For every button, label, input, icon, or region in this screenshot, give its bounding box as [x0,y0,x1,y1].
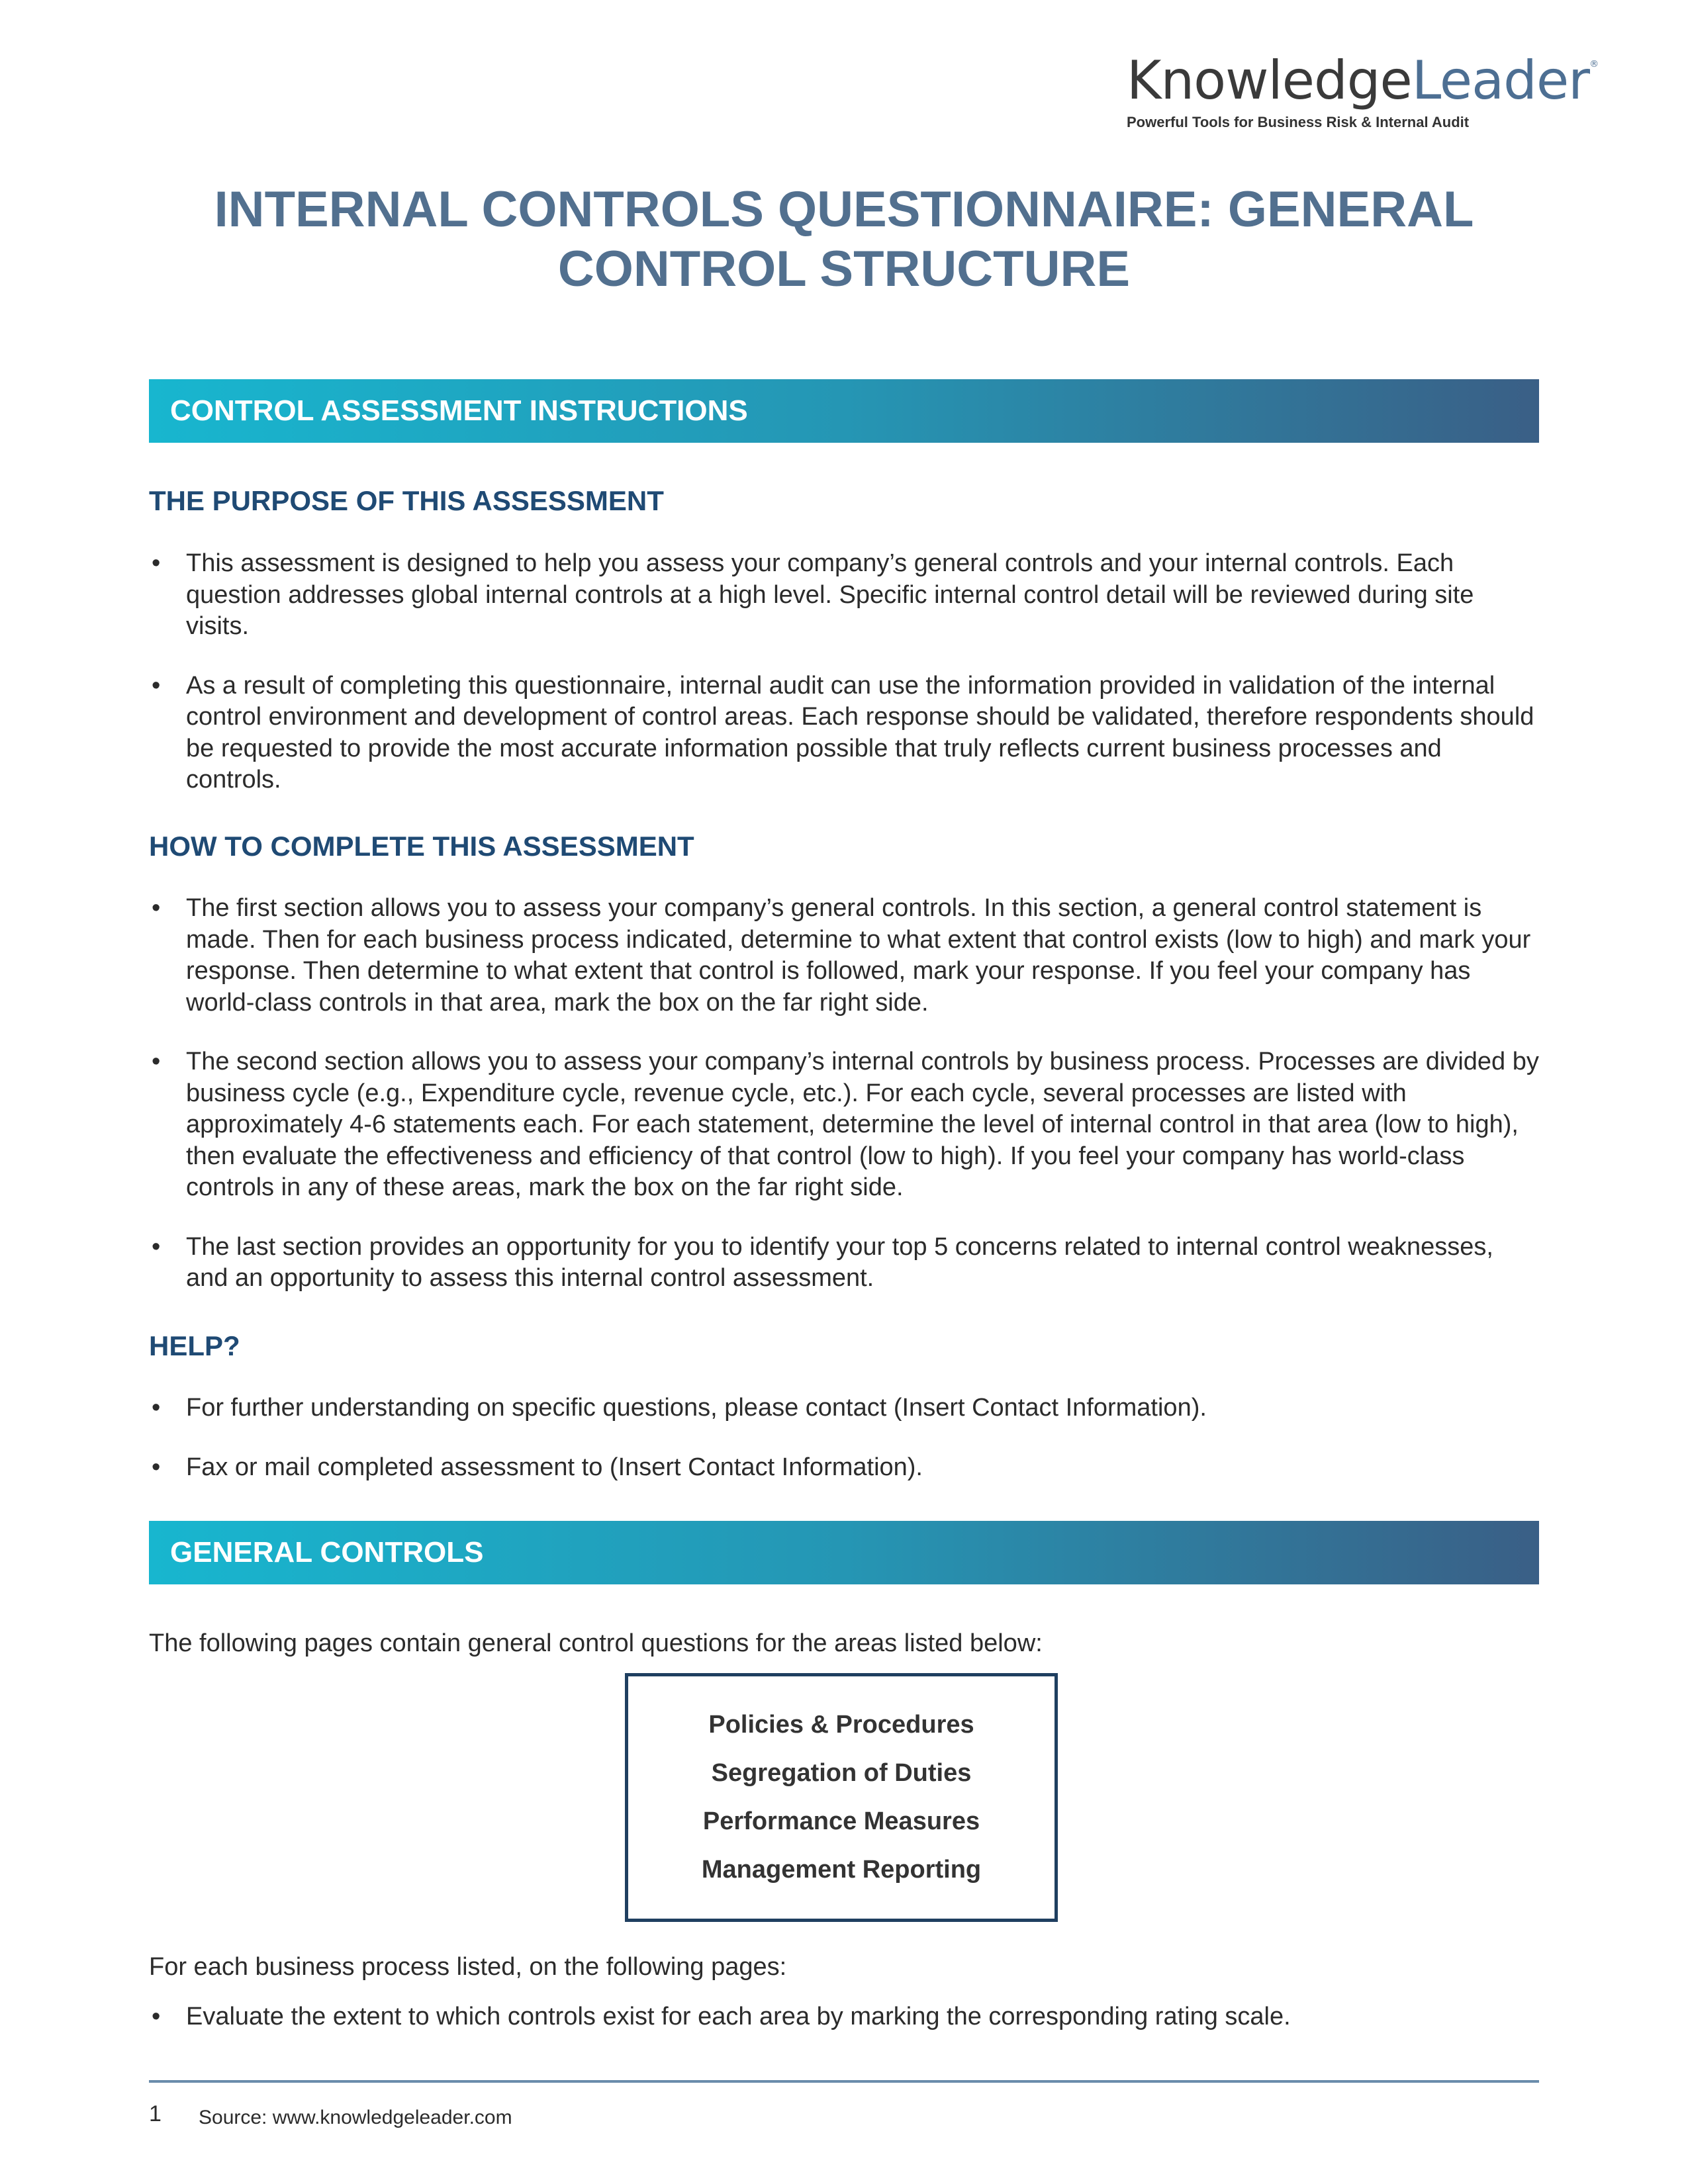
how-bullet-list [149,893,1539,1322]
list-item [149,548,1539,643]
bullet-icon: • [152,1232,161,1261]
how-heading: HOW TO COMPLETE THIS ASSESSMENT [149,831,694,862]
bullet-icon: • [152,894,161,922]
instructions-band-label: CONTROL ASSESSMENT INSTRUCTIONS [170,394,748,427]
bullet-text: The last section provides an opportunity for you to identify your top 5 concerns related to internal control weaknesses, and an opportunity to assess this internal control assessment. [186,1232,1493,1292]
list-item [149,1232,1539,1295]
source-line: Source: www.knowledgeleader.com [199,2107,512,2128]
bullet-icon: • [152,1048,161,1075]
evaluate-bullet-list [149,2001,1539,2061]
bullet-icon: • [152,1453,161,1481]
purpose-bullet-list [149,548,1539,824]
footer-divider [149,2080,1539,2083]
bullet-icon: • [152,1394,161,1422]
title-line-2: CONTROL STRUCTURE [557,241,1131,297]
bullet-text: For further understanding on specific questions, please contact (Insert Contact Information). [186,1394,1207,1422]
list-item [149,893,1539,1019]
area-segregation-of-duties: Segregation of Duties [711,1759,972,1787]
bullet-icon: • [152,671,161,700]
bullet-text: This assessment is designed to help you assess your company’s general controls and your internal controls. Each question addresses global internal controls at a high level. Specific internal control detail will be reviewed during site visits. [186,549,1474,640]
list-item [149,1452,1539,1484]
bullet-icon: • [152,549,161,577]
bullet-text: Fax or mail completed assessment to (Insert Contact Information). [186,1453,923,1481]
logo-tagline: Powerful Tools for Business Risk & Internal Audit [1127,114,1470,130]
logo-leader: Leader [1411,50,1590,111]
general-controls-band [149,1521,1539,1584]
purpose-heading: THE PURPOSE OF THIS ASSESSMENT [149,485,664,516]
title-line-1: INTERNAL CONTROLS QUESTIONNAIRE: GENERAL [214,181,1474,238]
area-policies-procedures: Policies & Procedures [708,1711,974,1739]
bullet-text: Evaluate the extent to which controls exist for each area by marking the corresponding rating scale. [186,2003,1291,2030]
page-number: 1 [149,2101,162,2126]
for-each-text: For each business process listed, on the following pages: [149,1953,787,1981]
area-management-reporting: Management Reporting [701,1856,982,1884]
area-performance-measures: Performance Measures [702,1807,980,1835]
list-item [149,2001,1539,2033]
bullet-text: The first section allows you to assess your company’s general controls. In this section, a general control statement is made. Then for each business process indicated, determine to what extent that control exists (low to high) and mark your response. Then determine to what extent that control is followed, mark your response. If you feel your company has world-class controls in that area, mark the box on the far right side. [186,894,1531,1017]
help-heading: HELP? [149,1330,240,1361]
bullet-text: The second section allows you to assess your company’s internal controls by business process. Processes are divided by business cycle (e.g., Expenditure cycle, revenue cycle, etc.). For each cycle, several processes are listed with approximately 4-6 statements each. For each statement, determine the level of internal control in that area (low to high), then evaluate the effectiveness and efficiency of that control (low to high). If you feel your company has world-class controls in any of these areas, mark the box on the far right side. [186,1048,1539,1201]
page-title [149,180,1539,299]
list-item [149,1046,1539,1204]
instructions-band [149,379,1539,443]
logo-knowledge: Knowledge [1127,50,1412,111]
control-areas-box [625,1673,1058,1922]
help-bullet-list [149,1392,1539,1511]
knowledgeleader-logo [1127,50,1599,131]
bullet-icon: • [152,2003,161,2030]
general-intro: The following pages contain general control questions for the areas listed below: [149,1629,1043,1657]
logo-wordmark [1127,50,1599,111]
registered-mark: ® [1589,59,1599,69]
general-controls-band-label: GENERAL CONTROLS [170,1536,484,1569]
list-item [149,670,1539,796]
bullet-text: As a result of completing this questionnaire, internal audit can use the information provided in validation of the internal control environment and development of control areas. Each response should be validated, therefore respondents should be requested to provide the most accurate information possible that truly reflects current business processes and controls. [186,671,1534,794]
list-item [149,1392,1539,1424]
